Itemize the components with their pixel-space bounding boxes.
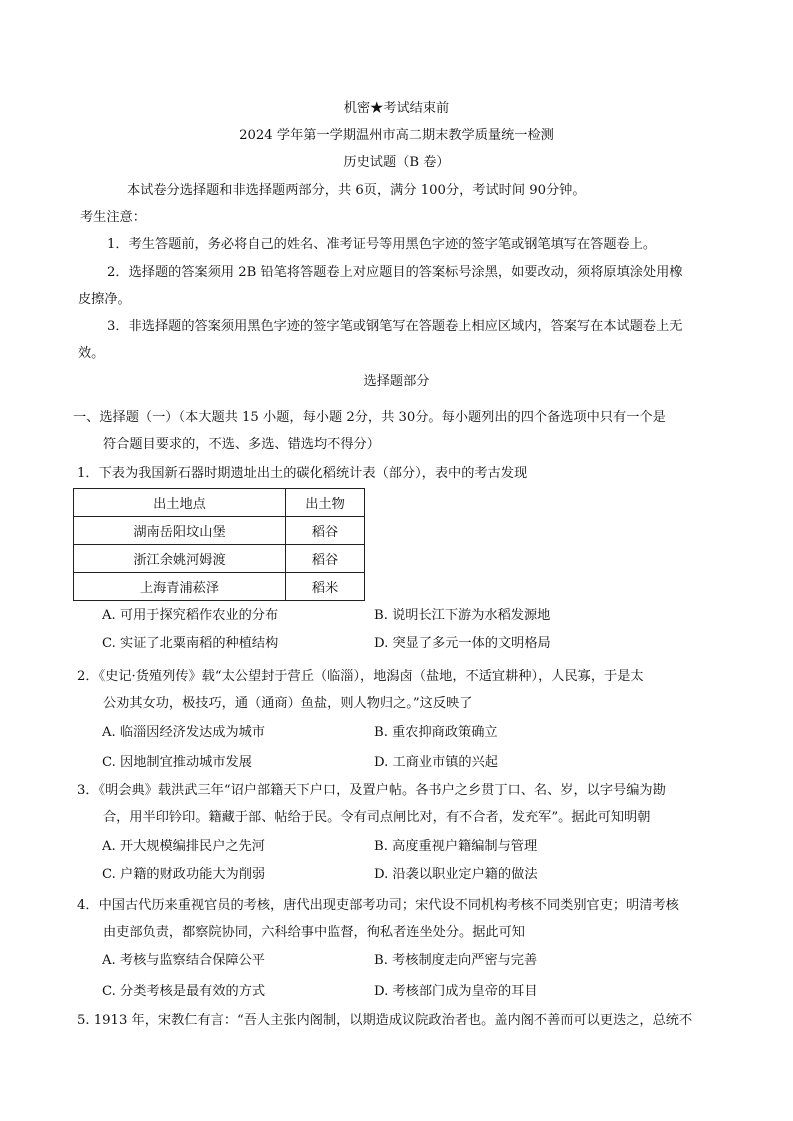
table-header-row (74, 489, 365, 517)
exam-title: 2024 学年第一学期温州市高二期末教学质量统一检测 (239, 128, 554, 143)
subject-title: 历史试题（B 卷） (343, 155, 450, 170)
notice-item-1: 1．考生答题前，务必将自己的姓名、准考证号等用黑色字迹的签字笔或钢笔填写在答题卷上。 (107, 237, 657, 252)
q2-stem-line-1: 2．《史记·货殖列传》载“太公望封于营丘（临淄），地潟卤（盐地，不适宜耕种），人民寡，于是太 (77, 669, 644, 684)
table-header: 出土地点 (74, 489, 286, 517)
table-cell: 稻谷 (286, 545, 365, 573)
table-cell: 湖南岳阳坟山堡 (74, 517, 286, 545)
q4-option-d: D. 考核部门成为皇帝的耳目 (374, 984, 538, 999)
q4-stem-line-2: 由吏部负责，都察院协同，六科给事中监督，徇私者连坐处分。据此可知 (103, 925, 525, 940)
part-instruction-line-2: 符合题目要求的，不选、多选、错选均不得分） (103, 437, 380, 452)
q5-stem-line-1: 5. 1913 年，宋教仁有言：“吾人主张内阁制，以期造成议院政治者也。盖内阁不善而可以更迭之，总统不 (77, 1013, 693, 1028)
q3-stem-line-1: 3．《明会典》载洪武三年“诏户部籍天下户口，及置户帖。各书户之乡贯丁口、名、岁，以字号编为勘 (77, 783, 666, 798)
q3-option-b: B. 高度重视户籍编制与管理 (374, 839, 538, 854)
q1-option-b: B. 说明长江下游为水稻发源地 (374, 608, 551, 623)
table-cell: 上海青浦菘泽 (74, 573, 286, 601)
notice-item-3-line-1: 3．非选择题的答案须用黑色字迹的签字笔或钢笔写在答题卷上相应区域内，答案写在本试题卷上无 (107, 319, 683, 334)
notice-item-3-line-2: 效。 (78, 346, 105, 361)
q4-option-c: C. 分类考核是最有效的方式 (102, 984, 266, 999)
q4-option-b: B. 考核制度走向严密与完善 (374, 953, 538, 968)
q2-option-a: A. 临淄因经济发达成为城市 (102, 725, 265, 740)
table-header: 出土物 (286, 489, 365, 517)
q2-option-b: B. 重农抑商政策确立 (374, 725, 498, 740)
q1-option-c: C. 实证了北粟南稻的种植结构 (102, 636, 279, 651)
table-row (74, 545, 365, 573)
q2-stem-line-2: 公劝其女功，极技巧，通（通商）鱼盐，则人物归之。”这反映了 (103, 696, 473, 711)
table-cell: 浙江余姚河姆渡 (74, 545, 286, 573)
section-title: 选择题部分 (363, 374, 430, 389)
table-row (74, 573, 365, 601)
q3-option-c: C. 户籍的财政功能大为削弱 (102, 867, 266, 882)
q2-option-d: D. 工商业市镇的兴起 (374, 755, 498, 770)
q1-option-a: A. 可用于探究稻作农业的分布 (102, 608, 279, 623)
part-instruction-line-1: 一、选择题（一）（本大题共 15 小题，每小题 2分，共 30分。每小题列出的四个备选项中只有一个是 (73, 410, 666, 425)
q1-stem: 1．下表为我国新石器时期遗址出土的碳化稻统计表（部分），表中的考古发现 (77, 466, 528, 481)
intro-text: 本试卷分选择题和非选择题两部分，共 6页，满分 100分，考试时间 90分钟。 (127, 183, 586, 198)
notice-heading: 考生注意： (80, 210, 146, 225)
q3-option-d: D. 沿袭以职业定户籍的做法 (374, 867, 538, 882)
table-cell: 稻米 (286, 573, 365, 601)
table-row (74, 517, 365, 545)
q4-option-a: A. 考核与监察结合保障公平 (102, 953, 265, 968)
notice-item-2-line-1: 2．选择题的答案须用 2B 铅笔将答题卷上对应题目的答案标号涂黑，如要改动，须将原填涂处用橡 (107, 265, 683, 280)
q3-option-a: A. 开大规模编排民户之先河 (102, 839, 265, 854)
q2-option-c: C. 因地制宜推动城市发展 (102, 755, 252, 770)
q1-findings-table (73, 488, 365, 601)
table-cell: 稻谷 (286, 517, 365, 545)
notice-item-2-line-2: 皮擦净。 (78, 292, 131, 307)
q1-option-d: D. 突显了多元一体的文明格局 (374, 636, 551, 651)
confidential-label: 机密★考试结束前 (343, 101, 450, 116)
q4-stem-line-1: 4．中国古代历来重视官员的考核，唐代出现吏部考功司；宋代设不同机构考核不同类别官吏；明清考核 (77, 898, 679, 913)
q3-stem-line-2: 合，用半印钤印。籍藏于部、帖给于民。令有司点闸比对，有不合者，发充军”。据此可知明朝 (103, 810, 651, 825)
